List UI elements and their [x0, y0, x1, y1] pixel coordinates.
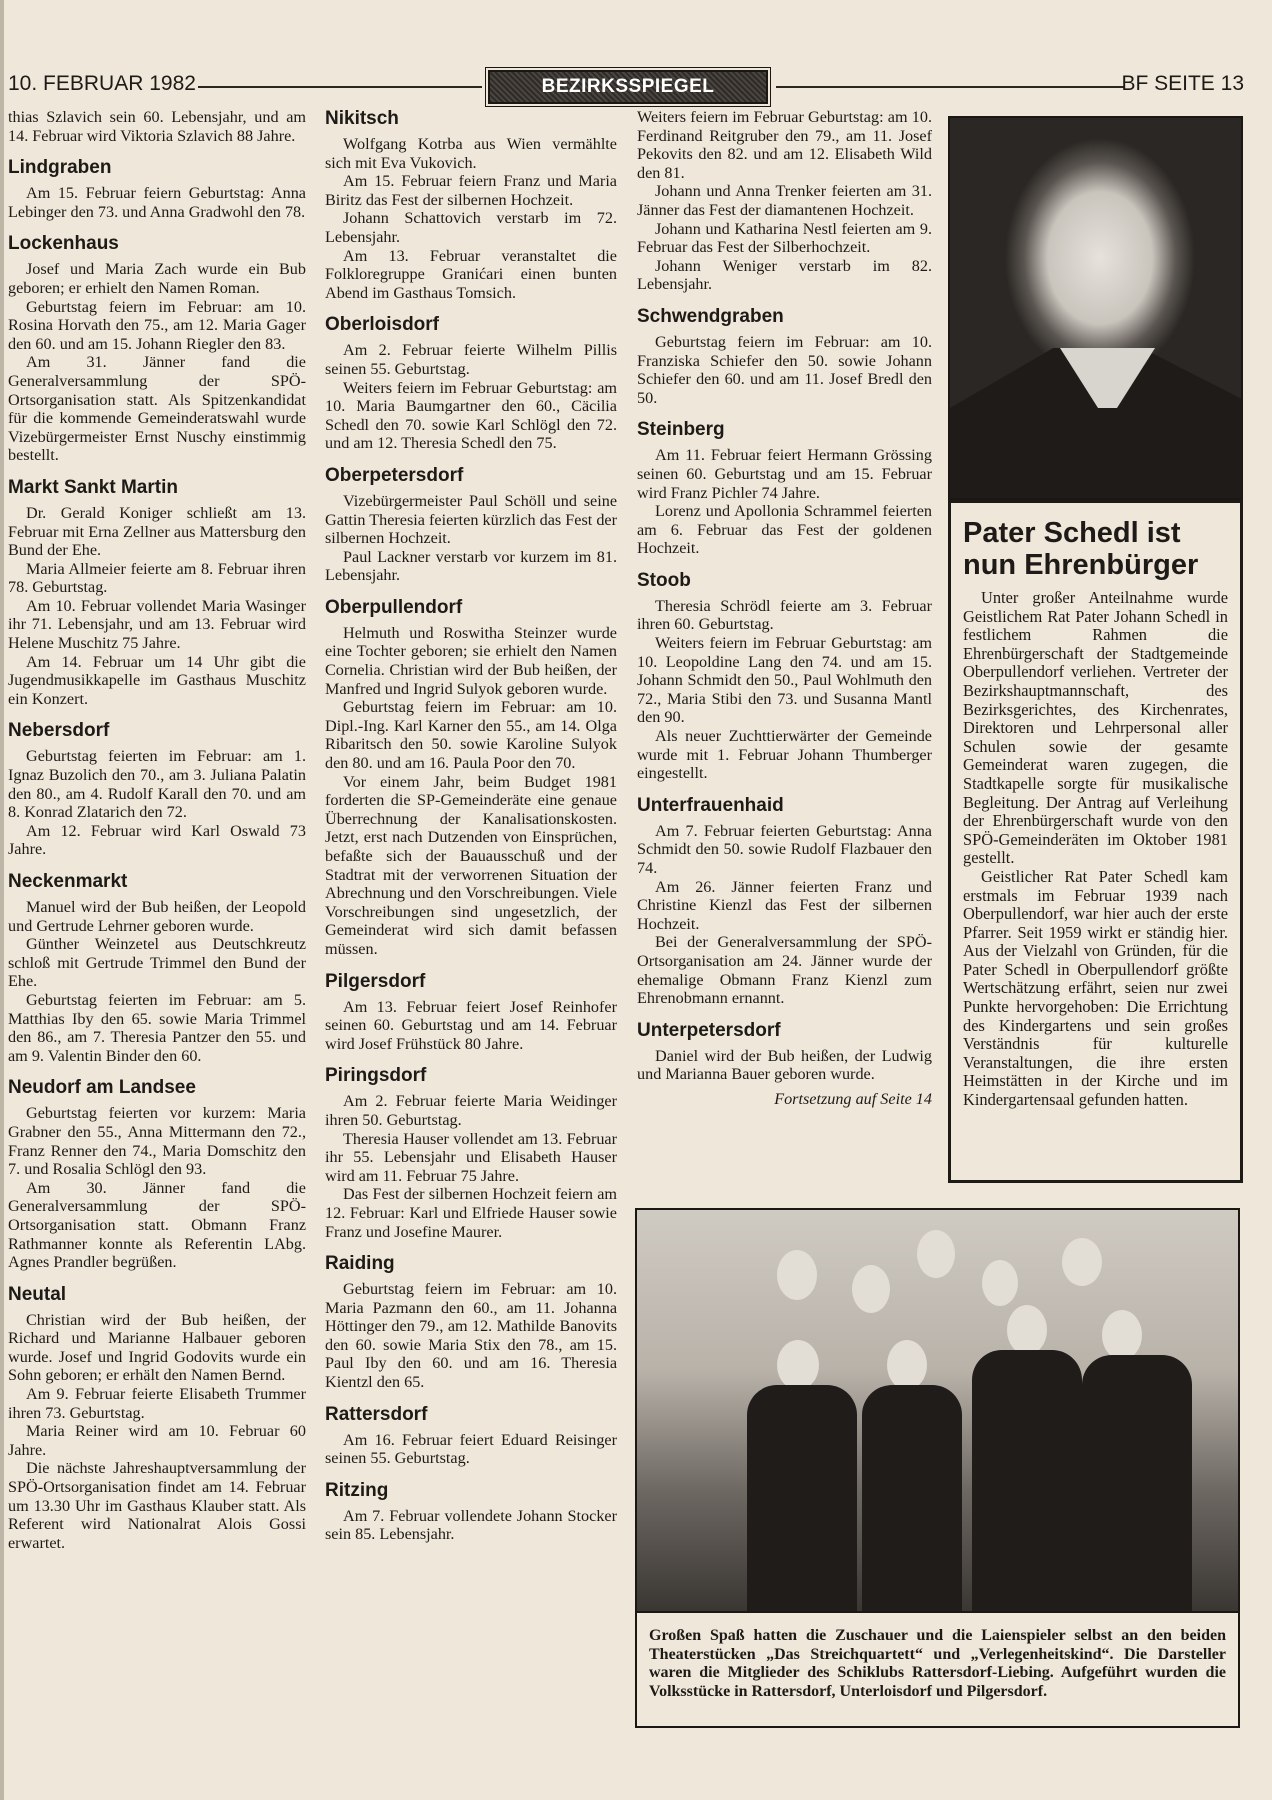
- section-heading: Rattersdorf: [325, 1403, 428, 1425]
- article-paragraph: Am 13. Februar feiert Josef Reinhofer seinen 60. Geburtstag und am 14. Februar wird Josef Frühstück 80 Jahre.: [325, 997, 617, 1053]
- section-banner: BEZIRKSSPIEGEL: [488, 70, 768, 104]
- article-paragraph: Am 12. Februar wird Karl Oswald 73 Jahre.: [8, 821, 306, 859]
- page-edge: [0, 0, 4, 1800]
- section-heading: Piringsdorf: [325, 1065, 427, 1087]
- rule-line: [776, 86, 1124, 88]
- article-paragraph: Als neuer Zuchttierwärter der Gemeinde wurde mit 1. Februar Johann Thumberger eingestellt.: [637, 727, 932, 783]
- article-paragraph: Am 10. Februar vollendet Maria Wasinger ihr 71. Lebensjahr, und am 13. Februar wird Helene Muschitz 75 Jahre.: [8, 596, 306, 653]
- article-paragraph: Am 14. Februar um 14 Uhr gibt die Jugendmusikkapelle im Gasthaus Muschitz ein Konzert.: [8, 652, 306, 708]
- article-paragraph: Am 31. Jänner fand die Generalversammlung der SPÖ-Ortsorganisation statt. Als Spitzenkandidat für die kommende Gemeinderatswahl wurde Vizebürgermeister Ernst Nuschy einstimmig bestellt.: [8, 353, 306, 465]
- article-paragraph: Dr. Gerald Koniger schließt am 13. Februar mit Erna Zellner aus Mattersburg den Bund der Ehe.: [8, 503, 306, 560]
- article-paragraph: Am 2. Februar feierte Wilhelm Pillis seinen 55. Geburtstag.: [325, 341, 617, 378]
- article-paragraph: Theresia Hauser vollendet am 13. Februar ihr 55. Lebensjahr und Elisabeth Hauser wird am 11. Februar 75 Jahre.: [325, 1129, 617, 1185]
- article-paragraph: Geburtstag feierten im Februar: am 1. Ignaz Buzolich den 70., am 3. Juliana Palatin den 80., am 4. Rudolf Karall den 70. und am 8. Konrad Zlatarich den 72.: [8, 747, 306, 822]
- photo-caption: Großen Spaß hatten die Zuschauer und die Laienspieler selbst an den beiden Theaterstücken „Das Streichquartett“ und „Verlegenheitskind“. Die Darsteller waren die Mitglieder des Schiklubs Rattersdorf-Liebing. Aufgeführt wurden die Volksstücke in Rattersdorf, Unterloisdorf und Pilgersdorf.: [635, 1613, 1240, 1728]
- article-paragraph: Am 7. Februar vollendete Johann Stocker sein 85. Lebensjahr.: [325, 1506, 617, 1544]
- article-paragraph: Christian wird der Bub heißen, der Richard und Marianne Halbauer geboren wurde. Josef und Ingrid Godovits wurde ein Sohn geboren; er erhält den Namen Bernd.: [8, 1310, 306, 1385]
- section-heading: Oberloisdorf: [325, 314, 440, 336]
- section-heading: Steinberg: [637, 419, 725, 441]
- column-1: [8, 108, 306, 1552]
- section-heading: Raiding: [325, 1253, 395, 1275]
- feature-title: Pater Schedl ist nun Ehrenbürger: [963, 517, 1199, 581]
- photo-figure: [777, 1250, 817, 1300]
- article-paragraph: Am 15. Februar feiern Geburtstag: Anna Lebinger den 73. und Anna Gradwohl den 78.: [8, 184, 306, 221]
- article-paragraph: Am 16. Februar feiert Eduard Reisinger seinen 55. Geburtstag.: [325, 1430, 617, 1468]
- article-paragraph: Geburtstag feiern im Februar: am 10. Dipl.-Ing. Karl Karner den 55., am 14. Olga Ribaritsch den 50. sowie Karoline Sulyok den 80. und am 16. Paula Poor den 70.: [325, 698, 617, 773]
- section-heading: Lindgraben: [8, 157, 112, 179]
- article-paragraph: Johann und Katharina Nestl feierten am 9. Februar das Fest der Silberhochzeit.: [637, 219, 932, 257]
- article-paragraph: Am 2. Februar feierte Maria Weidinger ihren 50. Geburtstag.: [325, 1092, 617, 1129]
- article-paragraph: Am 9. Februar feierte Elisabeth Trummer ihren 73. Geburtstag.: [8, 1385, 306, 1422]
- article-paragraph: Geburtstag feiern im Februar: am 10. Franziska Schiefer den 50. sowie Johann Schiefer den 60. und am 11. Josef Bredl den 50.: [637, 332, 932, 407]
- feature-paragraph: Geistlicher Rat Pater Schedl kam erstmals im Februar 1939 nach Oberpullendorf, war hier auch der erste Pfarrer. Seit 1959 wirkt er ständig hier. Aus der Vielzahl von Gründen, für die Pater Schedl in Oberpullendorf größte Wertschätzung erfährt, seien nur zwei Punkte hervorgehoben: Die Errichtung des Kindergartens und sein großes Verständnis für kulturelle Veranstaltungen, die ihre ersten Heimstätten in der Kirche und im Kindergartensaal gefunden hatten.: [963, 866, 1228, 1110]
- section-heading: Oberpetersdorf: [325, 464, 464, 486]
- section-heading: Nebersdorf: [8, 720, 110, 742]
- photo-figure-body: [862, 1385, 962, 1613]
- article-paragraph: Weiters feiern im Februar Geburtstag: am 10. Maria Baumgartner den 60., Cäcilia Schedl den 70. sowie Karl Schlögl den 72. und am 12. Theresia Schedl den 75.: [325, 378, 617, 453]
- article-paragraph: Am 26. Jänner feierten Franz und Christine Kienzl das Fest der silbernen Hochzeit.: [637, 877, 932, 933]
- page-number: BF SEITE 13: [1121, 72, 1244, 95]
- feature-paragraph: Unter großer Anteilnahme wurde Geistlichem Rat Pater Johann Schedl in festlichem Rahmen die Ehrenbürgerschaft der Stadtgemeinde Oberpullendorf verliehen. Vertreter der Bezirkshauptmannschaft, des Bezirksgerichtes, des Kirchenrates, Direktoren und Lehrpersonal aller Schulen sowie der gesamte Gemeinderat waren zugegen, die Stadtkapelle sorgte für musikalische Begleitung. Der Antrag auf Verleihung der Ehrenbürgerschaft wurde von den SPÖ-Gemeinderäten im Oktober 1981 gestellt.: [963, 588, 1228, 868]
- column-3: [637, 108, 932, 1109]
- section-heading: Oberpullendorf: [325, 596, 463, 618]
- section-heading: Pilgersdorf: [325, 970, 426, 992]
- issue-date: 10. FEBRUAR 1982: [8, 72, 196, 95]
- section-heading: Neudorf am Landsee: [8, 1077, 196, 1099]
- photo-figure: [982, 1260, 1018, 1306]
- section-heading: Neckenmarkt: [8, 871, 128, 892]
- section-heading: Stoob: [637, 569, 691, 591]
- article-paragraph: Vor einem Jahr, beim Budget 1981 forderten die SP-Gemeinderäte eine genaue Überrechnung der Kanalisationskosten. Jetzt, erst nach Dutzenden von Einsprüchen, befaßte sich der Bauausschuß und der Stadtrat mit der verworrenen Situation der Abrechnung und den Vorschreibungen. Viele Vorschreibungen sind ungesetzlich, der Gemeinderat wird sich damit befassen müssen.: [325, 772, 617, 958]
- section-heading: Unterpetersdorf: [637, 1019, 781, 1041]
- feature-article: [948, 500, 1243, 1183]
- article-paragraph: thias Szlavich sein 60. Lebensjahr, und am 14. Februar wird Viktoria Szlavich 88 Jahre.: [8, 108, 306, 145]
- rule-line: [198, 86, 482, 88]
- article-paragraph: Die nächste Jahreshauptversammlung der SPÖ-Ortsorganisation findet am 14. Februar um 13.30 Uhr im Gasthaus Klauber statt. Als Referent wird Nationalrat Alois Gossi erwartet.: [8, 1459, 306, 1552]
- article-paragraph: Daniel wird der Bub heißen, der Ludwig und Marianna Bauer geboren wurde.: [637, 1046, 932, 1084]
- article-paragraph: Manuel wird der Bub heißen, der Leopold und Gertrude Lehrner geboren wurde.: [8, 898, 306, 935]
- photo-figure: [1007, 1305, 1047, 1355]
- portrait-photo: [948, 116, 1243, 500]
- article-paragraph: Das Fest der silbernen Hochzeit feiern am 12. Februar: Karl und Elfriede Hauser sowie Franz und Josefine Maurer.: [325, 1185, 617, 1241]
- masthead: [8, 70, 1244, 104]
- article-paragraph: Am 7. Februar feierten Geburtstag: Anna Schmidt den 50. sowie Rudolf Flazbauer den 74.: [637, 821, 932, 877]
- continuation-note: Fortsetzung auf Seite 14: [774, 1089, 932, 1108]
- photo-figure: [887, 1340, 927, 1390]
- column-2: [325, 108, 617, 1544]
- article-paragraph: Am 15. Februar feiern Franz und Maria Biritz das Fest der silbernen Hochzeit.: [325, 172, 617, 209]
- article-paragraph: Johann Weniger verstarb im 82. Lebensjahr.: [637, 256, 932, 294]
- article-paragraph: Günther Weinzetel aus Deutschkreutz schloß mit Gertrude Trimmel den Bund der Ehe.: [8, 935, 306, 991]
- photo-figure-body: [1082, 1355, 1192, 1613]
- article-paragraph: Maria Reiner wird am 10. Februar 60 Jahre.: [8, 1422, 306, 1459]
- article-paragraph: Am 11. Februar feiert Hermann Grössing seinen 60. Geburtstag und am 15. Februar wird Franz Pichler 74 Jahre.: [637, 446, 932, 502]
- article-paragraph: Paul Lackner verstarb vor kurzem im 81. Lebensjahr.: [325, 547, 617, 585]
- article-paragraph: Am 13. Februar veranstaltet die Folkloregruppe Granićari einen bunten Abend im Gasthaus Tomsich.: [325, 246, 617, 302]
- article-paragraph: Geburtstag feiern im Februar: am 10. Maria Pazmann den 60., am 11. Johanna Höttinger den 79., am 12. Mathilde Banovits den 60. sowie Maria Stix den 78., am 15. Paul Iby den 60. und am 16. Theresia Kientzl den 65.: [325, 1280, 617, 1392]
- article-paragraph: Josef und Maria Zach wurde ein Bub geboren; er erhielt den Namen Roman.: [8, 260, 306, 297]
- article-paragraph: Vizebürgermeister Paul Schöll und seine Gattin Theresia feierten kürzlich das Fest der silbernen Hochzeit.: [325, 491, 617, 548]
- article-paragraph: Bei der Generalversammlung der SPÖ-Ortsorganisation am 24. Jänner wurde der ehemalige Obmann Franz Kienzl zum Ehrenobmann ernannt.: [637, 933, 932, 1008]
- article-paragraph: Helmuth und Roswitha Steinzer wurde eine Tochter geboren; sie erhielt den Namen Cornelia. Christian wird der Bub heißen, der Manfred und Ingrid Sulyok geboren wurde.: [325, 623, 617, 698]
- photo-figure: [1102, 1310, 1142, 1360]
- article-paragraph: Lorenz und Apollonia Schrammel feierten am 6. Februar das Fest der goldenen Hochzeit.: [637, 502, 932, 558]
- section-heading: Lockenhaus: [8, 233, 119, 255]
- article-paragraph: Johann und Anna Trenker feierten am 31. Jänner das Fest der diamantenen Hochzeit.: [637, 182, 932, 219]
- group-photo: [635, 1208, 1240, 1613]
- article-paragraph: Am 30. Jänner fand die Generalversammlung der SPÖ-Ortsorganisation statt. Obmann Franz Rathmanner konnte als Referentin LAbg. Agnes Prandler begrüßen.: [8, 1178, 306, 1272]
- article-paragraph: Johann Schattovich verstarb im 72. Lebensjahr.: [325, 209, 617, 246]
- photo-figure: [1062, 1238, 1102, 1286]
- section-heading: Ritzing: [325, 1479, 389, 1501]
- photo-figure-body: [972, 1350, 1082, 1613]
- article-paragraph: Maria Allmeier feierte am 8. Februar ihren 78. Geburtstag.: [8, 559, 306, 597]
- section-heading: Unterfrauenhaid: [637, 794, 784, 816]
- article-paragraph: Geburtstag feierten im Februar: am 5. Matthias Iby den 65. sowie Maria Trimmel den 86., am 7. Theresia Pantzer den 55. und am 9. Valentin Binder den 60.: [8, 990, 306, 1065]
- article-paragraph: Weiters feiern im Februar Geburtstag: am 10. Leopoldine Lang den 74. und am 15. Johann Schmidt den 50., Paul Wohlmuth den 72., Maria Stibi den 73. und Susanna Mantl den 90.: [637, 634, 932, 727]
- section-heading: Markt Sankt Martin: [8, 476, 178, 498]
- article-paragraph: Geburtstag feierten vor kurzem: Maria Grabner den 55., Anna Mittermann den 72., Franz Renner den 74., Maria Domschitz den 7. und Rosalia Schlögl den 93.: [8, 1104, 306, 1179]
- photo-figure: [917, 1230, 955, 1278]
- section-heading: Neutal: [8, 1283, 67, 1305]
- photo-figure: [852, 1265, 890, 1313]
- article-paragraph: Theresia Schrödl feierte am 3. Februar ihren 60. Geburtstag.: [637, 596, 932, 634]
- article-paragraph: Wolfgang Kotrba aus Wien vermählte sich mit Eva Vukovich.: [325, 135, 617, 172]
- article-paragraph: Weiters feiern im Februar Geburtstag: am 10. Ferdinand Reitgruber den 79., am 11. Josef Pekovits den 82. und am 12. Elisabeth Wild den 81.: [637, 108, 932, 182]
- photo-figure: [777, 1340, 819, 1390]
- section-heading: Nikitsch: [325, 108, 399, 129]
- photo-figure-body: [747, 1385, 857, 1613]
- article-paragraph: Geburtstag feiern im Februar: am 10. Rosina Horvath den 75., am 12. Maria Gager den 60. und am 15. Johann Riegler den 83.: [8, 297, 306, 353]
- section-heading: Schwendgraben: [637, 305, 784, 327]
